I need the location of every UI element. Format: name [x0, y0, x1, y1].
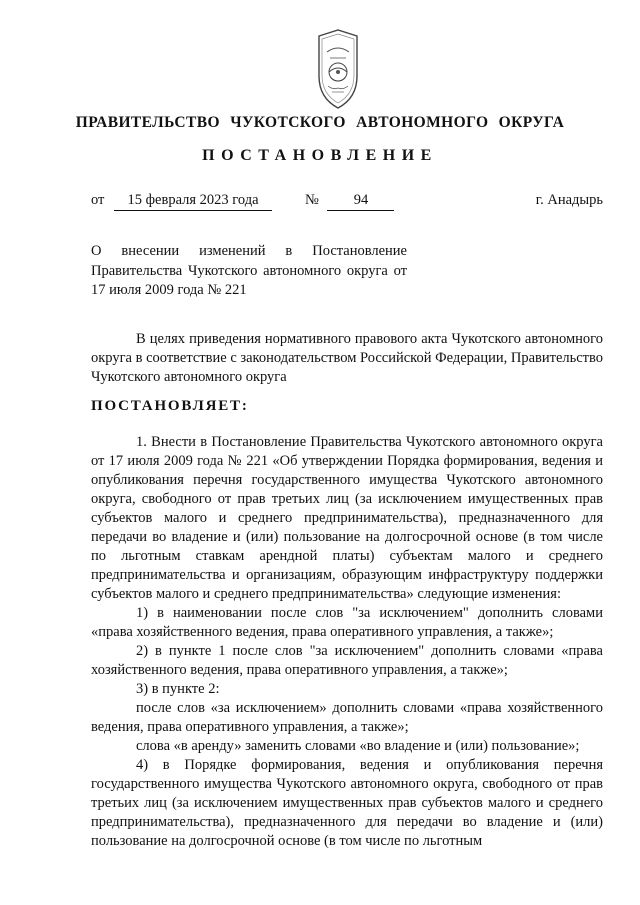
government-title: ПРАВИТЕЛЬСТВО ЧУКОТСКОГО АВТОНОМНОГО ОКРУГА [75, 114, 565, 131]
preamble [91, 330, 603, 387]
date-value: 15 февраля 2023 года [114, 190, 272, 211]
city: г. Анадырь [535, 192, 603, 208]
document-subject: О внесении изменений в Постановление Правительства Чукотского автономного округа от 17 июля 2009 года № 221 [91, 243, 407, 298]
document-body [91, 433, 603, 851]
preamble-text: В целях приведения нормативного правового акта Чукотского автономного округа в соответствие с законодательством Российской Федерации, Правительство Чукотского автономного округа [91, 331, 604, 385]
paragraph: 2) в пункте 1 после слов "за исключением" дополнить словами «права хозяйственного ведения, права оперативного управления, а также»; [91, 643, 603, 678]
document-type: ПОСТАНОВЛЕНИЕ [202, 147, 438, 164]
paragraph: 1) в наименовании после слов "за исключением" дополнить словами «права хозяйственного ведения, права оперативного управления, а также»; [91, 605, 603, 640]
paragraph: слова «в аренду» заменить словами «во владение и (или) пользование»; [136, 738, 580, 754]
paragraph: 4) в Порядке формирования, ведения и опубликования перечня государственного имущества Чукотского автономного округа, свободного от прав третьих лиц (за исключением имущественных прав субъектов малого и среднего предпринимательства), предназначенного для передачи во владение и (или) пользование на долгосрочной основе (в том числе по льготным [91, 757, 603, 849]
number-field [305, 190, 394, 211]
paragraph: 3) в пункте 2: [136, 681, 220, 697]
number-value: 94 [327, 190, 394, 211]
decree-heading: ПОСТАНОВЛЯЕТ: [91, 398, 249, 414]
coat-of-arms-emblem [298, 28, 378, 114]
paragraph: 1. Внести в Постановление Правительства Чукотского автономного округа от 17 июля 2009 года № 221 «Об утверждении Порядка формирования, ведения и опубликования перечня государственного имущества Чукотского автономного округа, свободного от прав третьих лиц (за исключением имущественных прав субъектов малого и среднего предпринимательства), предназначенного для передачи во владение и (или) пользование на долгосрочной основе (в том числе по льготным ставкам арендной платы) субъектам малого и среднего предпринимательства и организациям, образующим инфраструктуру поддержки субъектов малого и среднего предпринимательства» следующие изменения: [91, 434, 603, 602]
number-sign: № [305, 192, 319, 208]
date-field [91, 190, 272, 211]
paragraph: после слов «за исключением» дополнить словами «права хозяйственного ведения, права оперативного управления, а также»; [91, 700, 603, 735]
date-prefix: от [91, 192, 105, 208]
